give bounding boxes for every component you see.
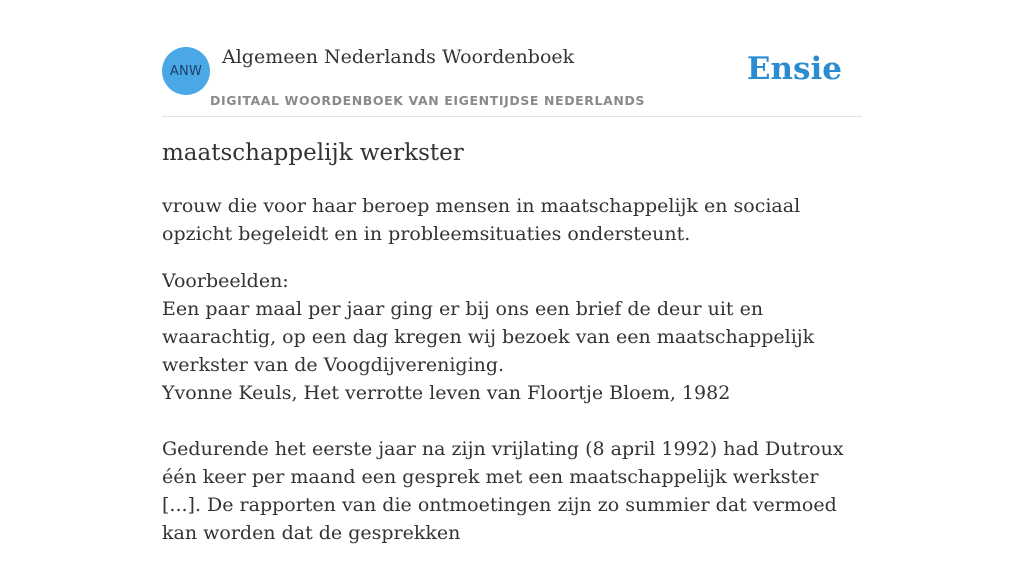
entry-content — [162, 192, 862, 575]
examples-section — [162, 267, 862, 547]
entry-definition: vrouw die voor haar beroep mensen in maatschappelijk en sociaal opzicht begeleidt en in probleemsituaties ondersteunt. — [162, 195, 801, 245]
ensie-brand-link[interactable]: Ensie — [746, 51, 842, 87]
site-header — [162, 46, 862, 117]
example-item — [162, 295, 862, 407]
source-subtitle: DIGITAAL WOORDENBOEK VAN EIGENTIJDSE NEDERLANDS — [210, 93, 646, 108]
anw-logo[interactable] — [162, 47, 210, 95]
example-source: Yvonne Keuls, Het verrotte leven van Floortje Bloem, 1982 — [162, 382, 731, 404]
example-item — [162, 435, 862, 547]
entry-headword: maatschappelijk werkster — [162, 140, 464, 166]
examples-label: Voorbeelden: — [162, 270, 289, 292]
example-text: Een paar maal per jaar ging er bij ons een brief de deur uit en waarachtig, op een dag kregen wij bezoek van een maatschappelijk werkster van de Voogdijvereniging. — [162, 298, 815, 376]
anw-logo-text: ANW — [169, 63, 203, 79]
source-title: Algemeen Nederlands Woordenboek — [222, 46, 575, 68]
example-text: Gedurende het eerste jaar na zijn vrijlating (8 april 1992) had Dutroux één keer per maand een gesprek met een maatschappelijk werkster [...]. De rapporten van die ontmoetingen zijn zo summier dat vermoed kan worden dat de gesprekken — [162, 438, 844, 544]
